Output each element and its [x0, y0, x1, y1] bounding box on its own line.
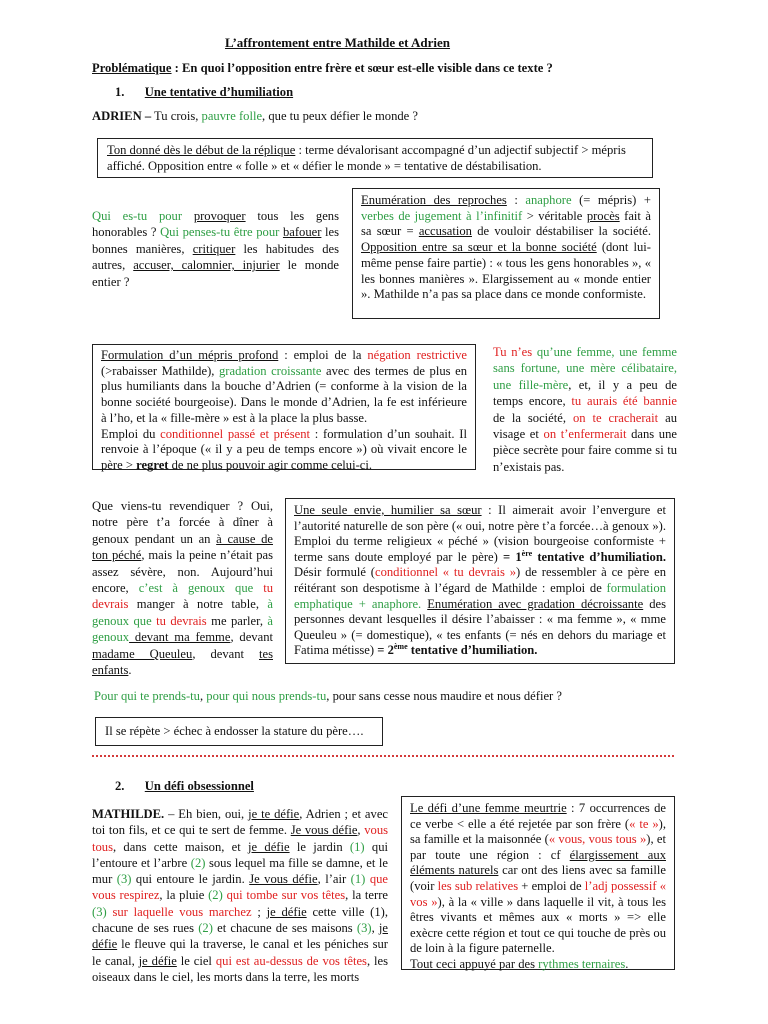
annotation-box-repete	[95, 717, 383, 746]
adrien-pour-qui	[94, 688, 694, 704]
highlight-red: l’adj possessif « vos »	[410, 878, 666, 909]
annotation-box-defi	[401, 796, 675, 970]
text-span: avec des termes de plus en plus humiliants dans la bouche d’Adrien (= conforme à la vision de la bonne société bourgeoise). Dans le monde d’Adrien, la fe est inférieure à l’ho, et la « fille-mère » est à la place la plus basse.	[101, 363, 467, 425]
text-span: ) de ressembler à ce père en réitérant son despotisme à l’égard de Mathilde : emploi de	[294, 565, 666, 595]
underlined-verb: provoquer	[193, 209, 246, 223]
text-span: et chacune de ses maisons	[212, 921, 357, 936]
annotation-heading: Formulation d’un mépris profond	[101, 348, 279, 362]
text-span: au visage et	[493, 410, 677, 442]
text-span: .	[625, 956, 629, 971]
rhythm-number: (3)	[116, 872, 132, 887]
section-title: Un défi obsessionnel	[144, 779, 254, 793]
section-heading-2	[115, 778, 515, 794]
annotation-subheading: Enumération avec gradation décroissante	[427, 596, 644, 611]
rhythm-number: (3)	[356, 921, 372, 936]
annotation-heading: Le défi d’une femme meurtrie	[410, 801, 567, 815]
text-span: :	[506, 193, 526, 207]
text-span: ), et par toute une région : cf	[410, 832, 666, 862]
highlight-red: Tu n’es	[493, 345, 533, 359]
text-span: (= mépris) +	[571, 193, 651, 207]
highlight-green: gradation croissante	[218, 363, 322, 378]
underlined-phrase: devant ma femme	[129, 630, 231, 645]
text-span: : formulation d’un souhait. Il renvoie à l’époque (« il y a peu de temps encore ») où vivait encore le père >	[101, 426, 467, 472]
rhythm-number: (2)	[208, 888, 223, 903]
highlight-green: verbes de jugement à l’infinitif	[361, 208, 523, 223]
highlight-green: qu’une femme, une femme sans fortune, une mère célibataire, une fille-mère	[493, 345, 678, 392]
text-span: le fleuve qui la traverse, le canal et les péniches sur le canal,	[92, 937, 388, 968]
highlight-red: on te cracherait	[572, 410, 659, 425]
highlight-green: anaphore	[525, 193, 572, 207]
text-span: les habitudes des autres,	[92, 241, 339, 273]
text-span: : 7 occurrences de ce verbe < elle a été rejetée par son frère (	[410, 801, 666, 831]
underlined-verb	[248, 807, 299, 821]
underlined-verb: je défie	[266, 904, 307, 919]
mathilde-tirade	[92, 806, 388, 985]
annotation-box-envie	[285, 498, 675, 664]
annotation-subheading: Opposition entre sa sœur et la bonne société	[361, 240, 597, 255]
text-span: me parler,	[206, 613, 268, 628]
section-heading-1	[115, 84, 515, 100]
text-span: des personnes devant lesquelles il désire l’abaisser : « ma femme », « mme Queuleu » (= domestique), « tes enfants (= nés en dehors du mariage et Fatima métisse)	[294, 596, 666, 658]
highlight-green: pauvre folle	[201, 109, 263, 123]
highlight-red: on t’enfermerait	[543, 427, 627, 442]
section-number: 1.	[115, 85, 125, 99]
text-span: de ne plus pouvoir agir comme celui-ci.	[168, 457, 373, 472]
underlined-word: accusation	[418, 224, 472, 239]
highlight-green: Qui penses-tu être pour	[160, 225, 283, 240]
highlight-red: tu devrais	[92, 581, 274, 612]
text-span: de la société,	[493, 410, 573, 425]
underlined-phrase: tes enfants	[92, 646, 273, 678]
rhythm-number: (2)	[190, 855, 206, 870]
underlined-verb: critiquer	[192, 241, 236, 256]
text-span: tentative d’humiliation.	[407, 643, 538, 658]
text-span: , Adrien ; et avec toi ton fils, et ce qui te sert de femme.	[92, 807, 388, 838]
highlight-red: sur laquelle vous marchez	[112, 904, 252, 919]
text-span: Emploi du	[101, 426, 161, 441]
section-title: Une tentative d’humiliation	[144, 85, 294, 99]
annotation-box-enumeration	[352, 188, 660, 319]
highlight-green: pour qui nous prends-tu	[206, 689, 327, 703]
speaker-name: ADRIEN –	[92, 109, 152, 123]
text-span: ), à la « ville » dans laquelle il vit, à tous les êtres vivants et mêmes aux « morts » => elle exècre cette région et tout ce qui touche de près ou de loin à la figure paternelle.	[410, 894, 666, 956]
text-span: .	[128, 663, 132, 678]
text-span: qui entoure le jardin.	[131, 872, 250, 887]
text-span: fait à sa sœur =	[361, 208, 651, 239]
rhythm-number: (3)	[92, 904, 107, 919]
text-span: : emploi de la	[278, 348, 368, 362]
text-span: ,	[371, 921, 379, 936]
bold-word: regret	[136, 457, 169, 472]
problematique	[92, 60, 692, 76]
highlight-red: conditionnel « tu devrais »	[375, 565, 517, 580]
highlight-red: que vous respirez	[92, 872, 389, 903]
highlight-red: tu devrais	[151, 613, 207, 628]
underlined-phrase: madame Queuleu	[92, 646, 193, 661]
text-span: dans une pièce secrète pour faire comme si tu n’existais pas.	[493, 427, 677, 474]
rhythm-number: (1)	[350, 872, 366, 887]
underlined-verb: Je vous défie	[249, 872, 318, 887]
text-span: – Eh bien, oui,	[164, 807, 249, 821]
highlight-red: négation restrictive	[367, 348, 467, 362]
text-span: , que tu peux défier le monde ?	[262, 109, 419, 123]
text-span: , pour sans cesse nous maudire et nous défier ?	[326, 689, 562, 703]
highlight-green: formulation emphatique + anaphore.	[294, 580, 666, 611]
text-span: tentative d’humiliation.	[532, 549, 666, 564]
text-span: sous lequel ma fille se damne, et le mur	[92, 855, 389, 887]
underlined-phrase: à cause de ton péché	[92, 531, 273, 563]
text-span: (dont lui-même pense faire partie) : « tous les gens honorables », « les bonnes manières ». Elargissement au « monde entier ». Mathilde n’a pas sa place dans ce monde conformiste.	[361, 240, 651, 302]
highlight-green: Pour qui te prends-tu	[94, 689, 200, 703]
text-span: (>rabaisser Mathilde),	[101, 363, 219, 378]
text-span: ), sa famille et la maisonnée (	[410, 816, 667, 847]
text-span: ,	[357, 823, 365, 838]
problematique-text: : En quoi l’opposition entre frère et sœur est-elle visible dans ce texte ?	[171, 61, 553, 75]
highlight-green: rythmes ternaires	[538, 956, 626, 971]
highlight-red: « vous, vous tous »	[548, 832, 647, 847]
rhythm-number: (1)	[349, 839, 365, 854]
underlined-verb: je défie	[138, 953, 177, 968]
adrien-questions	[92, 208, 339, 290]
bold-conclusion	[503, 550, 666, 564]
text-span: de vouloir déstabiliser la société.	[471, 224, 651, 239]
text-span: le ciel	[176, 953, 216, 968]
text-span: , les oiseaux dans le ciel, les morts dans la terre, les morts	[92, 953, 388, 984]
highlight-red: qui tombe sur vos têtes	[226, 888, 346, 903]
underlined-verb: je défie	[92, 921, 388, 952]
highlight-red: les sub relatives	[437, 878, 519, 893]
text-span: , devant	[230, 630, 273, 645]
text-span: , la terre	[345, 888, 388, 903]
highlight-red: tu aurais été bannie	[571, 394, 677, 409]
highlight-red: conditionnel passé et présent	[160, 426, 311, 441]
underlined-verb: accuser, calomnier, injurier	[133, 258, 280, 273]
text-span: les bonnes manières,	[92, 225, 340, 256]
problematique-label: Problématique	[92, 61, 172, 75]
text-span: Tu crois,	[151, 109, 202, 123]
text-span: = 2	[377, 643, 394, 658]
adrien-line	[92, 108, 692, 124]
highlight-green: Qui es-tu pour	[92, 209, 194, 223]
page-title-text: L’affrontement entre Mathilde et Adrien	[224, 35, 451, 50]
text-span: ;	[251, 904, 267, 919]
adrien-que-viens-tu	[92, 498, 273, 678]
annotation-heading: Ton donné dès le début de la réplique	[107, 143, 296, 157]
text-span: , la pluie	[159, 888, 209, 903]
text-span: Que viens-tu revendiquer ? Oui, notre père t’a forcée à dîner à genoux pendant un an	[92, 499, 273, 546]
annotation-box-formulation	[92, 344, 476, 470]
annotation-text: : terme dévalorisant accompagné d’un adjectif subjectif > mépris affiché. Opposition entre « folle » et « défier le monde » = tentative de déstabilisation.	[107, 143, 626, 173]
text-span: je te défie	[248, 807, 300, 821]
section-divider	[92, 755, 674, 757]
highlight-green: à genoux	[92, 613, 273, 645]
highlight-red: qui est au-dessus de vos têtes	[215, 953, 367, 968]
text-span: , devant	[192, 646, 259, 661]
text-span: : Il aimerait avoir l’envergure et l’autorité naturelle de son père (« oui, notre père t’a forcée…à genoux »). Emploi du terme religieux « péché » (vision bourgeoise conformiste + terme sans doute employé par le père)	[294, 503, 666, 564]
ordinal-suffix: ère	[521, 548, 533, 558]
underlined-verb: Je vous défie	[290, 823, 358, 838]
text-span: , l’air	[317, 872, 351, 887]
page-title	[0, 35, 675, 51]
text-span: Désir formulé (	[294, 565, 375, 580]
section-number: 2.	[115, 779, 125, 793]
text-span: = 1	[502, 549, 522, 564]
highlight-red: « te »	[629, 816, 659, 831]
text-span: ,	[199, 689, 207, 703]
text-span: , et, il y a peu de temps encore,	[493, 377, 677, 409]
bold-conclusion	[377, 643, 537, 657]
text-span: car ont des liens avec sa famille (voir	[410, 863, 666, 893]
speaker-name: MATHILDE.	[92, 807, 165, 821]
text-span: , dans cette maison, et	[113, 839, 249, 854]
text-span: tous les gens honorables ?	[92, 209, 339, 240]
annotation-heading: Une seule envie, humilier sa sœur	[294, 503, 482, 517]
annotation-text: Il se répète > échec à endosser la stature du père….	[105, 724, 364, 738]
annotation-box-ton	[97, 138, 653, 178]
rhythm-number: (2)	[198, 921, 213, 936]
adrien-tu-nes	[493, 344, 677, 475]
underlined-verb: je défie	[248, 839, 290, 854]
underlined-phrase: élargissement aux éléments naturels	[410, 847, 666, 878]
text-span: le monde entier ?	[92, 258, 339, 289]
text-span: cette ville (1), chacune de ses rues	[92, 904, 388, 936]
text-span: manger à notre table,	[128, 597, 268, 612]
underlined-word: procès	[586, 208, 620, 223]
highlight-green: c’est à genoux que	[138, 581, 254, 596]
text-span: qui l’entoure et l’arbre	[92, 839, 388, 870]
highlight-red: vous tous	[92, 823, 389, 854]
annotation-heading: Enumération des reproches	[361, 193, 507, 207]
underlined-verb: bafouer	[282, 225, 322, 240]
text-span: le jardin	[289, 839, 350, 854]
text-span: Tout ceci appuyé par des	[410, 956, 539, 971]
ordinal-suffix: ème	[393, 642, 408, 652]
text-span: + emploi de	[518, 878, 585, 893]
highlight-green: à genoux que	[92, 597, 273, 628]
text-span: , mais la peine n’était pas assez sévère, non. Aujourd’hui encore,	[92, 548, 273, 596]
text-span: > véritable	[522, 208, 587, 223]
